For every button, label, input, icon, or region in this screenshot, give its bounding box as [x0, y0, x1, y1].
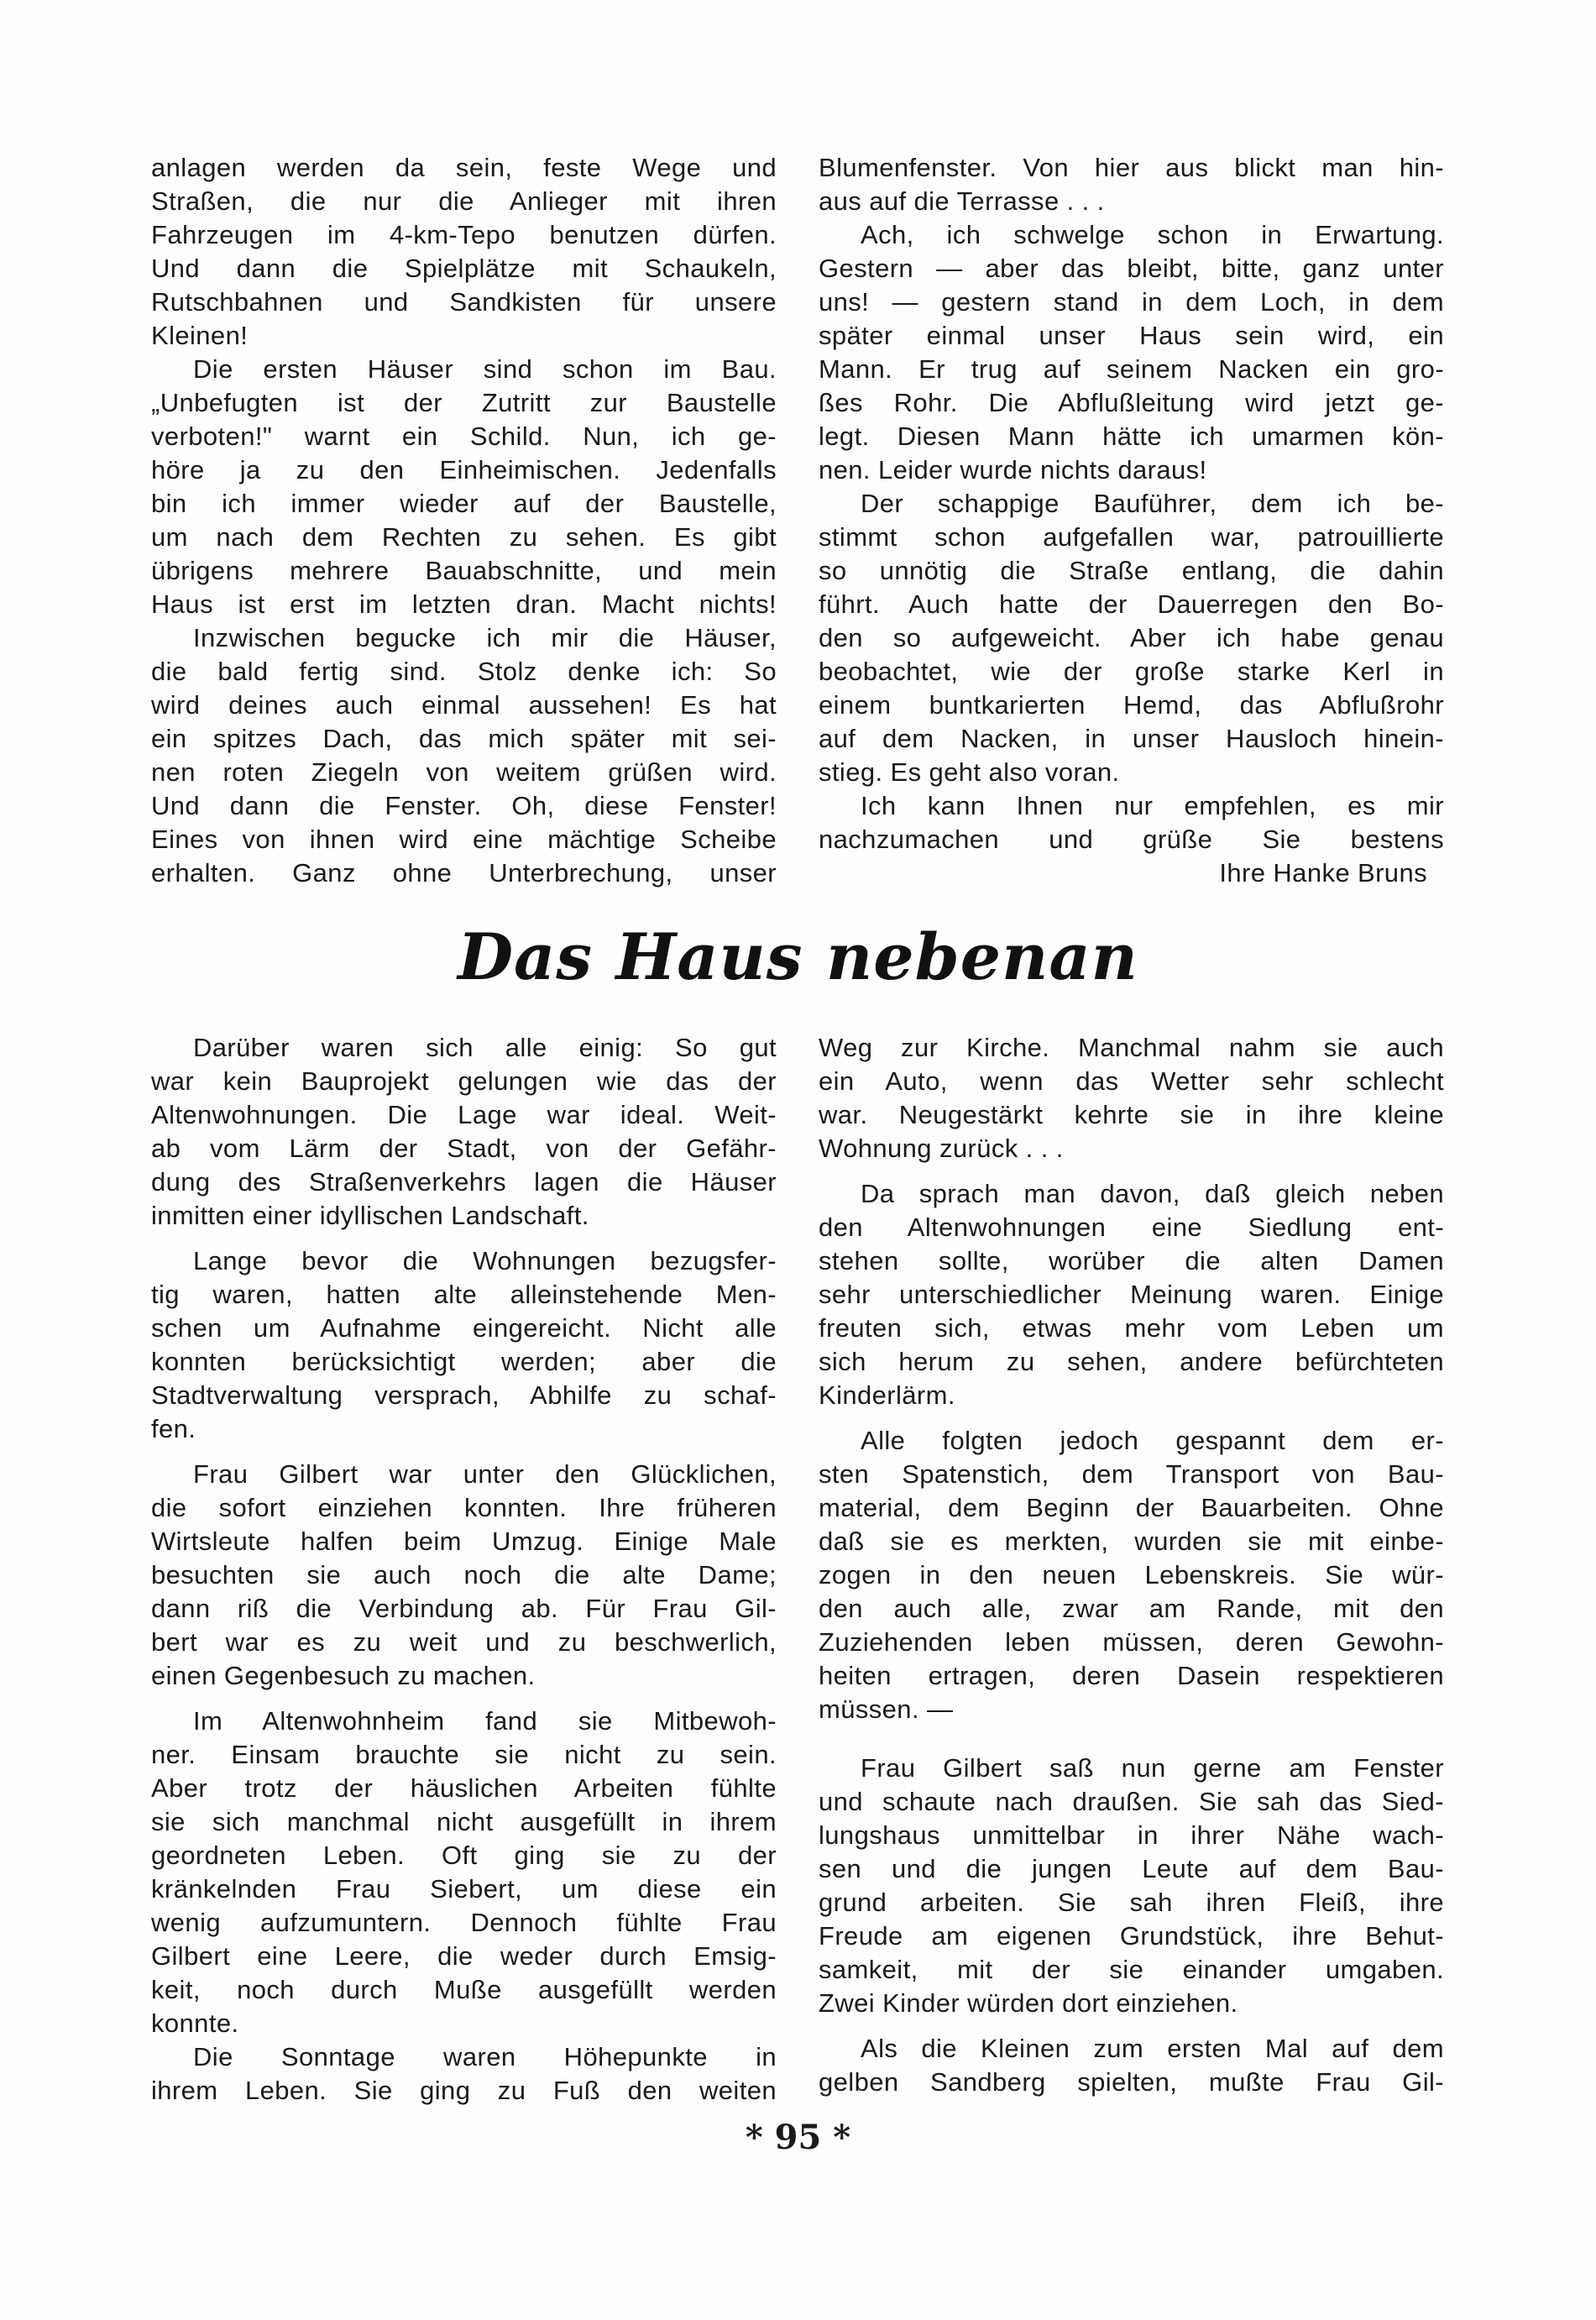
text-line: „Unbefugten ist der Zutritt zur Baustelle [151, 388, 777, 417]
text-line: bin ich immer wieder auf der Baustelle, [151, 489, 777, 518]
text-line: ßes Rohr. Die Abflußleitung wird jetzt ge- [819, 388, 1444, 417]
text-line: Im Altenwohnheim fand sie Mitbewoh- [193, 1706, 777, 1736]
text-line: konnten berücksichtigt werden; aber die [151, 1347, 777, 1376]
text-line: Aber trotz der häuslichen Arbeiten fühlte [151, 1773, 777, 1803]
text-line: erhalten. Ganz ohne Unterbrechung, unser [151, 858, 777, 888]
text-line: Ich kann Ihnen nur empfehlen, es mir [861, 791, 1444, 820]
text-line: Wohnung zurück . . . [819, 1134, 1064, 1163]
text-line: Fahrzeugen im 4-km-Tepo benutzen dürfen. [151, 220, 777, 249]
text-line: ein Auto, wenn das Wetter sehr schlecht [819, 1066, 1444, 1096]
text-line: schen um Aufnahme eingereicht. Nicht alle [151, 1313, 777, 1343]
text-line: Freude am eigenen Grundstück, ihre Behut- [819, 1921, 1444, 1951]
text-line: freuten sich, etwas mehr vom Leben um [819, 1313, 1444, 1343]
text-line: ab vom Lärm der Stadt, von der Gefähr- [151, 1134, 777, 1163]
text-line: heiten ertragen, deren Dasein respektieren [819, 1661, 1444, 1690]
text-line: Eines von ihnen wird eine mächtige Scheibe [151, 825, 777, 854]
text-line: legt. Diesen Mann hätte ich umarmen kön- [819, 422, 1444, 451]
text-line: Kinderlärm. [819, 1380, 955, 1410]
column-bottom-left [151, 1031, 777, 2108]
text-line: kränkelnden Frau Siebert, um diese ein [151, 1874, 777, 1904]
signature-line: Ihre Hanke Bruns [1219, 858, 1427, 888]
text-line: nachzumachen und grüße Sie bestens [819, 825, 1444, 854]
text-line: den so aufgeweicht. Aber ich habe genau [819, 623, 1444, 652]
text-line: auf dem Nacken, in unser Hausloch hinein- [819, 724, 1444, 753]
text-line: anlagen werden da sein, feste Wege und [151, 153, 777, 182]
text-line: Straßen, die nur die Anlieger mit ihren [151, 186, 777, 216]
text-line: den Altenwohnungen eine Siedlung ent- [819, 1212, 1444, 1242]
text-line: Haus ist erst im letzten dran. Macht nichts! [151, 589, 777, 619]
text-line: nen roten Ziegeln von weitem grüßen wird. [151, 757, 777, 787]
paragraph-gap [819, 1726, 1444, 1752]
paragraph-gap [151, 1446, 777, 1458]
text-line: ihrem Leben. Sie ging zu Fuß den weiten [151, 2076, 777, 2105]
text-line: wird deines auch einmal aussehen! Es hat [151, 690, 777, 720]
text-line: Zwei Kinder würden dort einziehen. [819, 1988, 1238, 2018]
text-line: Altenwohnungen. Die Lage war ideal. Weit- [151, 1100, 777, 1129]
text-line: Als die Kleinen zum ersten Mal auf dem [861, 2034, 1444, 2063]
page-number: * 95 * [745, 2118, 851, 2157]
text-line: Alle folgten jedoch gespannt dem er- [861, 1426, 1444, 1455]
text-line: Weg zur Kirche. Manchmal nahm sie auch [819, 1033, 1444, 1062]
text-line: und schaute nach draußen. Sie sah das Sied- [819, 1787, 1444, 1816]
text-line: Blumenfenster. Von hier aus blickt man hin- [819, 153, 1444, 182]
text-line: sie sich manchmal nicht ausgefüllt in ihrem [151, 1807, 777, 1836]
text-line: fen. [151, 1414, 196, 1443]
column-top-left [151, 151, 777, 890]
text-line: Rutschbahnen und Sandkisten für unsere [151, 287, 777, 317]
text-line: uns! — gestern stand in dem Loch, in dem [819, 287, 1444, 317]
text-line: einem buntkarierten Hemd, das Abflußrohr [819, 690, 1444, 720]
text-line: Gilbert eine Leere, die weder durch Emsig- [151, 1941, 777, 1971]
text-line: lungshaus unmittelbar in ihrer Nähe wach- [819, 1820, 1444, 1850]
text-line: sich herum zu sehen, andere befürchteten [819, 1347, 1444, 1376]
text-line: führt. Auch hatte der Dauerregen den Bo- [819, 589, 1444, 619]
text-line: dann riß die Verbindung ab. Für Frau Gil- [151, 1594, 777, 1623]
text-line: beobachtet, wie der große starke Kerl in [819, 657, 1444, 686]
text-line: später einmal unser Haus sein wird, ein [819, 321, 1444, 350]
text-line: Und dann die Fenster. Oh, diese Fenster! [151, 791, 777, 820]
text-line: Inzwischen begucke ich mir die Häuser, [193, 623, 777, 652]
text-line: geordneten Leben. Oft ging sie zu der [151, 1841, 777, 1870]
text-line: Die ersten Häuser sind schon im Bau. [193, 354, 777, 384]
text-line: tig waren, hatten alte alleinstehende Men- [151, 1280, 777, 1309]
text-line: ein spitzes Dach, das mich später mit sei- [151, 724, 777, 753]
text-line: Frau Gilbert saß nun gerne am Fenster [861, 1753, 1444, 1783]
column-top-right [819, 151, 1444, 890]
text-line: Der schappige Bauführer, dem ich be- [861, 489, 1444, 518]
text-line: wenig aufzumuntern. Dennoch fühlte Frau [151, 1908, 777, 1937]
text-line: Da sprach man davon, daß gleich neben [861, 1179, 1444, 1208]
text-line: stieg. Es geht also voran. [819, 757, 1120, 787]
text-line: den auch alle, zwar am Rande, mit den [819, 1594, 1444, 1623]
text-line: so unnötig die Straße entlang, die dahin [819, 556, 1444, 585]
text-line: müssen. — [819, 1694, 954, 1724]
text-line: konnte. [151, 2008, 239, 2038]
text-line: sen und die jungen Leute auf dem Bau- [819, 1854, 1444, 1883]
text-line: Die Sonntage waren Höhepunkte in [193, 2042, 777, 2071]
text-line: stimmt schon aufgefallen war, patrouillierte [819, 522, 1444, 552]
text-line: Lange bevor die Wohnungen bezugsfer- [193, 1246, 777, 1275]
text-line: material, dem Beginn der Bauarbeiten. Ohne [819, 1493, 1444, 1522]
text-line: Kleinen! [151, 321, 249, 350]
text-line: zogen in den neuen Lebenskreis. Sie wür- [819, 1560, 1444, 1589]
text-line: war. Neugestärkt kehrte sie in ihre kleine [819, 1100, 1444, 1129]
text-line: Mann. Er trug auf seinem Nacken ein gro- [819, 354, 1444, 384]
text-line: gelben Sandberg spielten, mußte Frau Gil- [819, 2067, 1444, 2097]
paragraph-gap [819, 2020, 1444, 2032]
text-line: Und dann die Spielplätze mit Schaukeln, [151, 254, 777, 283]
text-line: ner. Einsam brauchte sie nicht zu sein. [151, 1740, 777, 1769]
text-line: Ach, ich schwelge schon in Erwartung. [861, 220, 1444, 249]
text-line: sehr unterschiedlicher Meinung waren. Einige [819, 1280, 1444, 1309]
text-line: einen Gegenbesuch zu machen. [151, 1661, 536, 1690]
text-line: inmitten einer idyllischen Landschaft. [151, 1201, 589, 1230]
text-line: grund arbeiten. Sie sah ihren Fleiß, ihre [819, 1888, 1444, 1917]
paragraph-gap [819, 1412, 1444, 1424]
text-line: besuchten sie auch noch die alte Dame; [151, 1560, 777, 1589]
paragraph-gap [151, 1693, 777, 1705]
text-line: daß sie es merkten, wurden sie mit einbe- [819, 1527, 1444, 1556]
paragraph-gap [151, 1233, 777, 1244]
column-bottom-right [819, 1031, 1444, 2099]
text-line: Gestern — aber das bleibt, bitte, ganz unter [819, 254, 1444, 283]
text-line: übrigens mehrere Bauabschnitte, und mein [151, 556, 777, 585]
text-line: höre ja zu den Einheimischen. Jedenfalls [151, 455, 777, 484]
text-line: die sofort einziehen konnten. Ihre früheren [151, 1493, 777, 1522]
text-line: war kein Bauprojekt gelungen wie das der [151, 1066, 777, 1096]
text-line: Frau Gilbert war unter den Glücklichen, [193, 1459, 777, 1489]
text-line: sten Spatenstich, dem Transport von Bau- [819, 1459, 1444, 1489]
text-line: nen. Leider wurde nichts daraus! [819, 455, 1207, 484]
text-line: um nach dem Rechten zu sehen. Es gibt [151, 522, 777, 552]
text-line: Zuziehenden leben müssen, deren Gewohn- [819, 1627, 1444, 1657]
paragraph-gap [819, 1165, 1444, 1177]
text-line: aus auf die Terrasse . . . [819, 186, 1105, 216]
text-line: samkeit, mit der sie einander umgaben. [819, 1955, 1444, 1984]
text-line: keit, noch durch Muße ausgefüllt werden [151, 1975, 777, 2004]
text-line: stehen sollte, worüber die alten Damen [819, 1246, 1444, 1275]
article-heading: Das Haus nebenan [458, 919, 1138, 994]
text-line: verboten!" warnt ein Schild. Nun, ich ge- [151, 422, 777, 451]
text-line: die bald fertig sind. Stolz denke ich: So [151, 657, 777, 686]
text-line: bert war es zu weit und zu beschwerlich, [151, 1627, 777, 1657]
text-line: Darüber waren sich alle einig: So gut [193, 1033, 777, 1062]
text-line: Stadtverwaltung versprach, Abhilfe zu schaf- [151, 1380, 777, 1410]
text-line: dung des Straßenverkehrs lagen die Häuser [151, 1167, 777, 1197]
text-line: Wirtsleute halfen beim Umzug. Einige Male [151, 1527, 777, 1556]
